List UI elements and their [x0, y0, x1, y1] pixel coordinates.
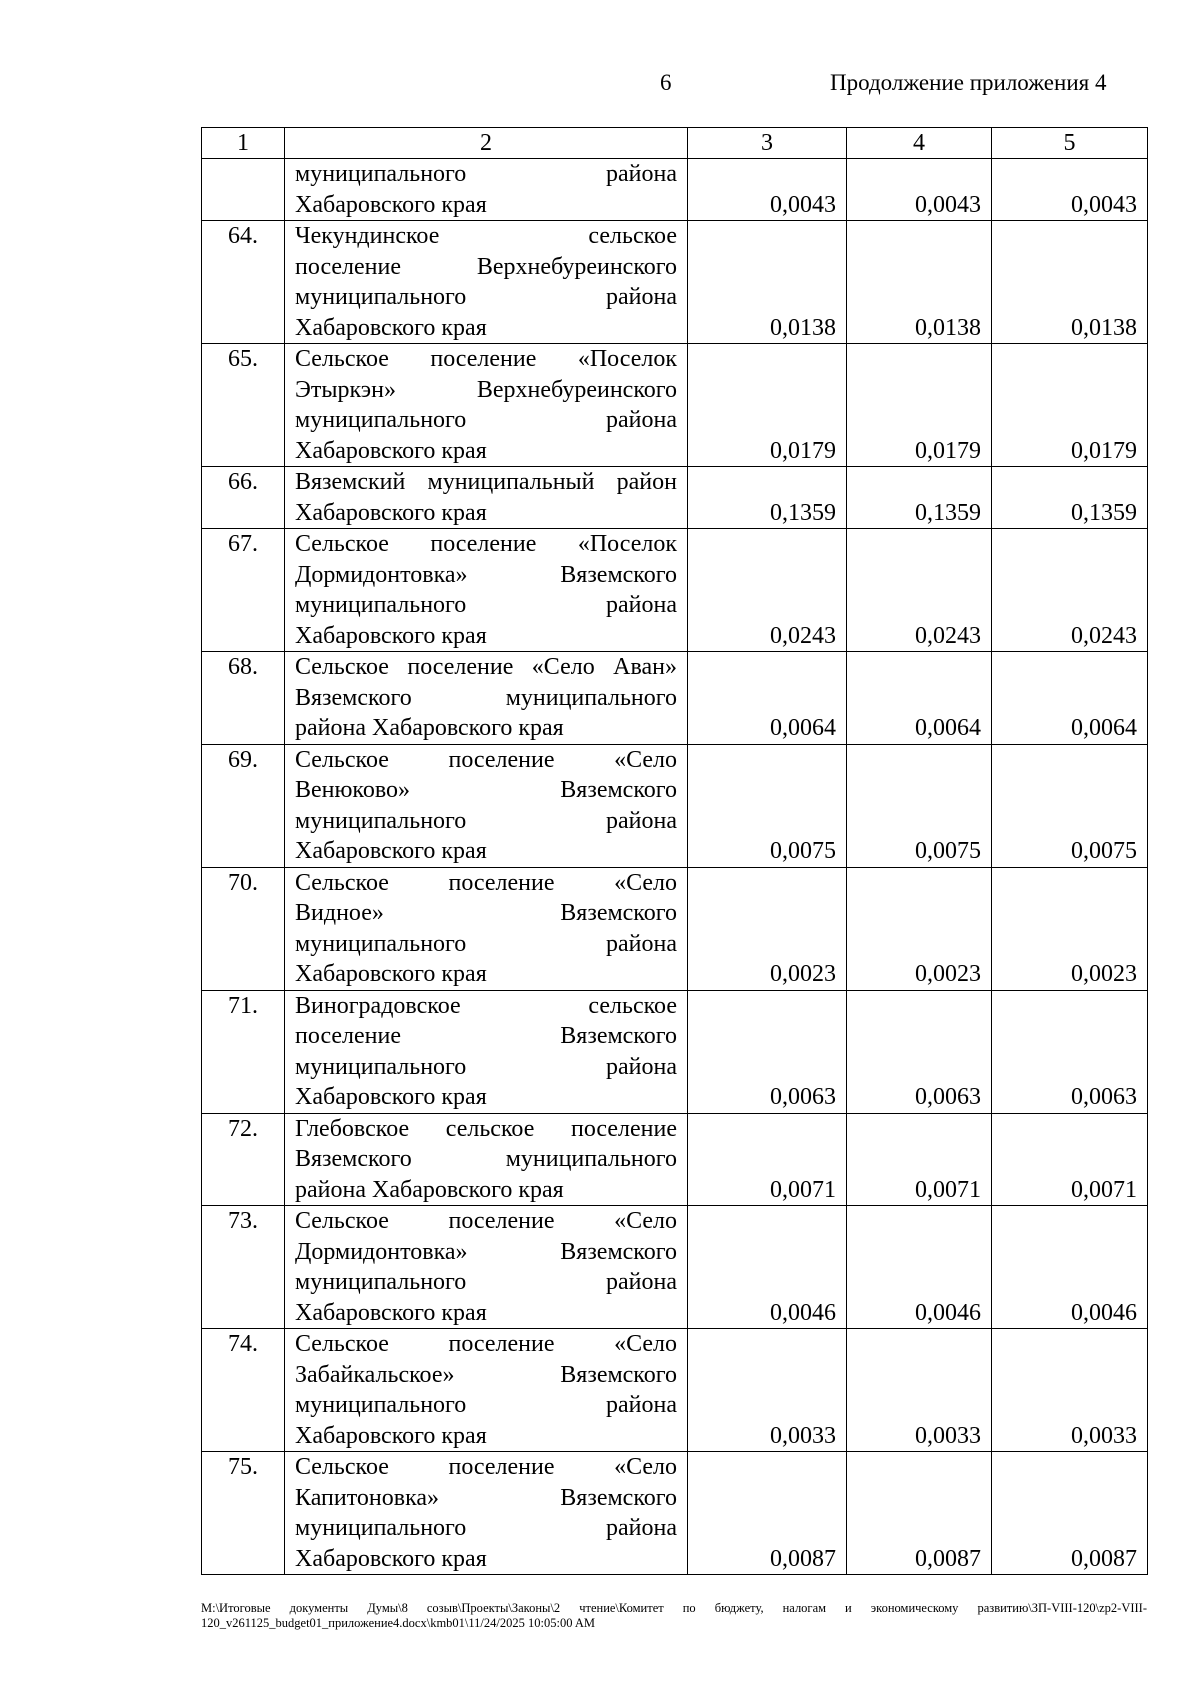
value-col-3: 0,0043 — [688, 159, 847, 221]
name-line: Глебовское сельское поселение — [295, 1115, 677, 1142]
name-line: района Хабаровского края — [295, 715, 564, 741]
value-col-4: 0,0033 — [847, 1329, 992, 1452]
name-line: Капитоновка» Вяземского — [295, 1484, 677, 1511]
row-number: 67. — [202, 529, 285, 652]
row-number: 71. — [202, 990, 285, 1113]
value-col-5: 0,0243 — [992, 529, 1148, 652]
row-number: 65. — [202, 344, 285, 467]
row-number: 73. — [202, 1206, 285, 1329]
table-row — [202, 1113, 1148, 1206]
column-header: 5 — [992, 128, 1148, 159]
row-number: 72. — [202, 1113, 285, 1206]
value-col-4: 0,1359 — [847, 467, 992, 529]
row-number: 70. — [202, 867, 285, 990]
value-col-4: 0,0075 — [847, 744, 992, 867]
table-row — [202, 1329, 1148, 1452]
name-line: Сельское поселение «Село — [295, 1208, 677, 1234]
column-header: 2 — [285, 128, 688, 159]
value-col-3: 0,0033 — [688, 1329, 847, 1452]
value-col-3: 0,1359 — [688, 467, 847, 529]
municipality-name — [285, 221, 688, 344]
row-number: 69. — [202, 744, 285, 867]
name-line: поселение Верхнебуреинского — [295, 253, 677, 280]
row-number: 66. — [202, 467, 285, 529]
row-number: 75. — [202, 1452, 285, 1575]
municipality-name — [285, 1113, 688, 1206]
row-number: 64. — [202, 221, 285, 344]
municipality-name — [285, 1206, 688, 1329]
value-col-4: 0,0063 — [847, 990, 992, 1113]
value-col-3: 0,0046 — [688, 1206, 847, 1329]
table-row — [202, 529, 1148, 652]
header-row — [202, 128, 1148, 159]
municipality-name — [285, 529, 688, 652]
name-line: Виноградовское сельское — [295, 992, 677, 1019]
value-col-4: 0,0138 — [847, 221, 992, 344]
name-line: Хабаровского края — [295, 838, 487, 864]
name-line: Хабаровского края — [295, 437, 487, 464]
file-path-footer: M:\Итоговые документы Думы\8 созыв\Проекты\Законы\2 чтение\Комитет по бюджету, налогам и экономическому развитию\ЗП-VIII-120\zp2-VIII-120_v261125_budget01_приложение4.docx\kmb01\11/24/2025 10:05:00 AM — [201, 1601, 1147, 1630]
name-line: Сельское поселение «Село — [295, 746, 677, 773]
name-line: муниципального района — [295, 407, 677, 433]
municipality-name — [285, 990, 688, 1113]
value-col-5: 0,0043 — [992, 159, 1148, 221]
name-line: Хабаровского края — [295, 1545, 487, 1572]
name-line: муниципального района — [295, 1392, 677, 1418]
value-col-4: 0,0071 — [847, 1113, 992, 1206]
name-line: Хабаровского края — [295, 499, 487, 526]
name-line: Этыркэн» Верхнебуреинского — [295, 376, 677, 403]
allocation-table — [201, 127, 1148, 1575]
name-line: муниципального района — [295, 807, 677, 834]
value-col-3: 0,0023 — [688, 867, 847, 990]
municipality-name — [285, 867, 688, 990]
table-row — [202, 652, 1148, 745]
value-col-5: 0,0071 — [992, 1113, 1148, 1206]
value-col-5: 0,0179 — [992, 344, 1148, 467]
value-col-4: 0,0043 — [847, 159, 992, 221]
name-line: муниципального района — [295, 930, 677, 957]
table-row — [202, 221, 1148, 344]
name-line: Хабаровского края — [295, 1084, 487, 1110]
municipality-name — [285, 1329, 688, 1452]
value-col-5: 0,0046 — [992, 1206, 1148, 1329]
name-line: Вяземского муниципального — [295, 1146, 677, 1172]
name-line: Сельское поселение «Село Аван» — [295, 654, 677, 680]
value-col-5: 0,0138 — [992, 221, 1148, 344]
row-number — [202, 159, 285, 221]
name-line: Сельское поселение «Село — [295, 1331, 677, 1357]
table-body — [202, 128, 1148, 1575]
municipality-name — [285, 467, 688, 529]
name-line: Хабаровского края — [295, 191, 487, 218]
name-line: муниципального района — [295, 1053, 677, 1080]
value-col-3: 0,0243 — [688, 529, 847, 652]
value-col-4: 0,0179 — [847, 344, 992, 467]
municipality-name — [285, 744, 688, 867]
value-col-5: 0,0063 — [992, 990, 1148, 1113]
table-row — [202, 744, 1148, 867]
name-line: Видное» Вяземского — [295, 900, 677, 926]
column-header: 4 — [847, 128, 992, 159]
name-line: Чекундинское сельское — [295, 223, 677, 249]
column-header: 1 — [202, 128, 285, 159]
row-number: 74. — [202, 1329, 285, 1452]
value-col-4: 0,0046 — [847, 1206, 992, 1329]
municipality-name — [285, 652, 688, 745]
name-line: Венюково» Вяземского — [295, 777, 677, 803]
table-row — [202, 467, 1148, 529]
municipality-name — [285, 1452, 688, 1575]
value-col-3: 0,0063 — [688, 990, 847, 1113]
continuation-label: Продолжение приложения 4 — [830, 70, 1107, 95]
name-line: Сельское поселение «Поселок — [295, 346, 677, 372]
value-col-5: 0,0075 — [992, 744, 1148, 867]
table-row — [202, 344, 1148, 467]
value-col-3: 0,0087 — [688, 1452, 847, 1575]
name-line: поселение Вяземского — [295, 1023, 677, 1049]
name-line: Вяземский муниципальный район — [295, 469, 677, 495]
name-line: Хабаровского края — [295, 1299, 487, 1326]
name-line: Хабаровского края — [295, 622, 487, 649]
table-row — [202, 159, 1148, 221]
table-row — [202, 1452, 1148, 1575]
name-line: муниципального района — [295, 1515, 677, 1541]
row-number: 68. — [202, 652, 285, 745]
value-col-4: 0,0023 — [847, 867, 992, 990]
value-col-3: 0,0064 — [688, 652, 847, 745]
table-row — [202, 867, 1148, 990]
value-col-3: 0,0138 — [688, 221, 847, 344]
column-header: 3 — [688, 128, 847, 159]
value-col-3: 0,0075 — [688, 744, 847, 867]
name-line: муниципального района — [295, 284, 677, 310]
value-col-3: 0,0179 — [688, 344, 847, 467]
name-line: Дормидонтовка» Вяземского — [295, 1238, 677, 1265]
name-line: Хабаровского края — [295, 314, 487, 341]
value-col-5: 0,0064 — [992, 652, 1148, 745]
municipality-name — [285, 344, 688, 467]
name-line: Хабаровского края — [295, 1422, 487, 1449]
table-row — [202, 1206, 1148, 1329]
name-line: муниципального района — [295, 592, 677, 618]
value-col-5: 0,0087 — [992, 1452, 1148, 1575]
name-line: Сельское поселение «Село — [295, 1454, 677, 1480]
page-number: 6 — [660, 70, 672, 95]
value-col-5: 0,1359 — [992, 467, 1148, 529]
value-col-4: 0,0064 — [847, 652, 992, 745]
value-col-3: 0,0071 — [688, 1113, 847, 1206]
value-col-4: 0,0243 — [847, 529, 992, 652]
name-line: Хабаровского края — [295, 961, 487, 987]
name-line: Вяземского муниципального — [295, 684, 677, 711]
name-line: Сельское поселение «Село — [295, 869, 677, 896]
table-row — [202, 990, 1148, 1113]
municipality-name — [285, 159, 688, 221]
name-line: муниципального района — [295, 161, 677, 187]
name-line: Забайкальское» Вяземского — [295, 1361, 677, 1388]
name-line: Сельское поселение «Поселок — [295, 531, 677, 557]
value-col-4: 0,0087 — [847, 1452, 992, 1575]
name-line: Дормидонтовка» Вяземского — [295, 561, 677, 588]
name-line: района Хабаровского края — [295, 1176, 564, 1203]
value-col-5: 0,0033 — [992, 1329, 1148, 1452]
name-line: муниципального района — [295, 1269, 677, 1295]
value-col-5: 0,0023 — [992, 867, 1148, 990]
